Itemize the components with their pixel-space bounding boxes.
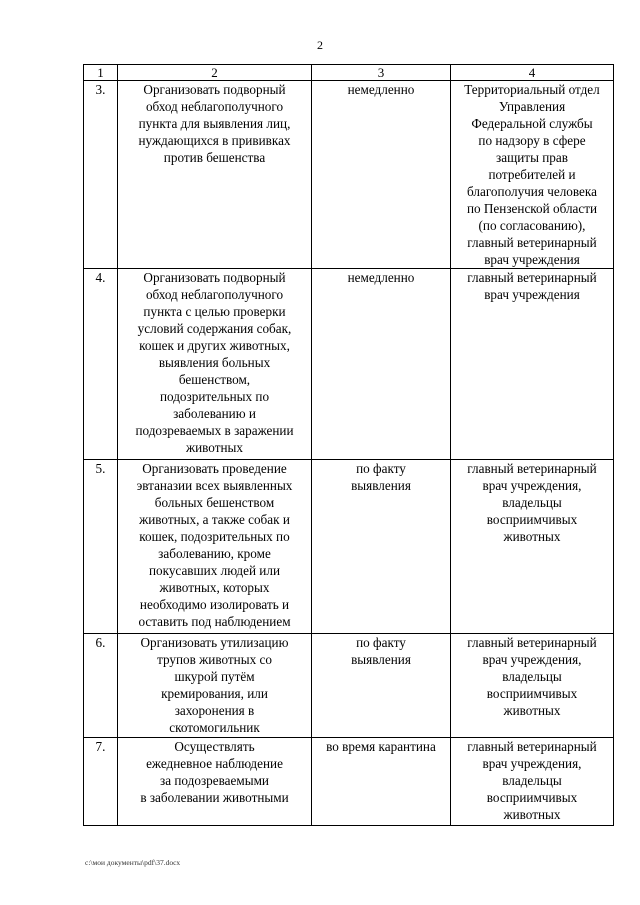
header-cell-3: 3 (312, 65, 451, 81)
term-cell: во время карантина (312, 738, 451, 826)
row-number: 3. (84, 81, 118, 269)
page-number: 2 (317, 38, 323, 52)
responsible-cell: главный ветеринарный врач учреждения, владельцы восприимчивых животных (451, 738, 614, 826)
responsible-cell: главный ветеринарный врач учреждения (451, 269, 614, 460)
row-number: 4. (84, 269, 118, 460)
responsible-cell: главный ветеринарный врач учреждения, владельцы восприимчивых животных (451, 634, 614, 738)
header-cell-1: 1 (84, 65, 118, 81)
row-number: 6. (84, 634, 118, 738)
action-cell: Организовать проведение эвтаназии всех выявленных больных бешенством животных, а также собак и кошек, подозрительных по заболеванию, кроме покусавших людей или животных, которых необходимо изолировать и оставить под наблюдением (118, 460, 312, 634)
term-cell: по факту выявления (312, 634, 451, 738)
table-header-row (84, 65, 614, 81)
header-cell-2: 2 (118, 65, 312, 81)
row-number: 5. (84, 460, 118, 634)
action-cell: Организовать утилизацию трупов животных со шкурой путём кремирования, или захоронения в скотомогильник (118, 634, 312, 738)
table-row (84, 634, 614, 738)
action-cell: Организовать подворный обход неблагополучного пункта для выявления лиц, нуждающихся в прививках против бешенства (118, 81, 312, 269)
file-path-footer: c:\мои документы\pdf\37.docx (85, 858, 181, 867)
term-cell: по факту выявления (312, 460, 451, 634)
table-row (84, 81, 614, 269)
row-number: 7. (84, 738, 118, 826)
measures-table (83, 64, 614, 826)
table-row (84, 460, 614, 634)
responsible-cell: Территориальный отдел Управления Федеральной службы по надзору в сфере защиты прав потребителей и благополучия человека по Пензенской области (по согласованию), главный ветеринарный врач учреждения (451, 81, 614, 269)
header-cell-4: 4 (451, 65, 614, 81)
term-cell: немедленно (312, 269, 451, 460)
action-cell: Осуществлять ежедневное наблюдение за подозреваемыми в заболевании животными (118, 738, 312, 826)
responsible-cell: главный ветеринарный врач учреждения, владельцы восприимчивых животных (451, 460, 614, 634)
table-row (84, 738, 614, 826)
term-cell: немедленно (312, 81, 451, 269)
table-row (84, 269, 614, 460)
action-cell: Организовать подворный обход неблагополучного пункта с целью проверки условий содержания собак, кошек и других животных, выявления больных бешенством, подозрительных по заболеванию и подозреваемых в заражении животных (118, 269, 312, 460)
